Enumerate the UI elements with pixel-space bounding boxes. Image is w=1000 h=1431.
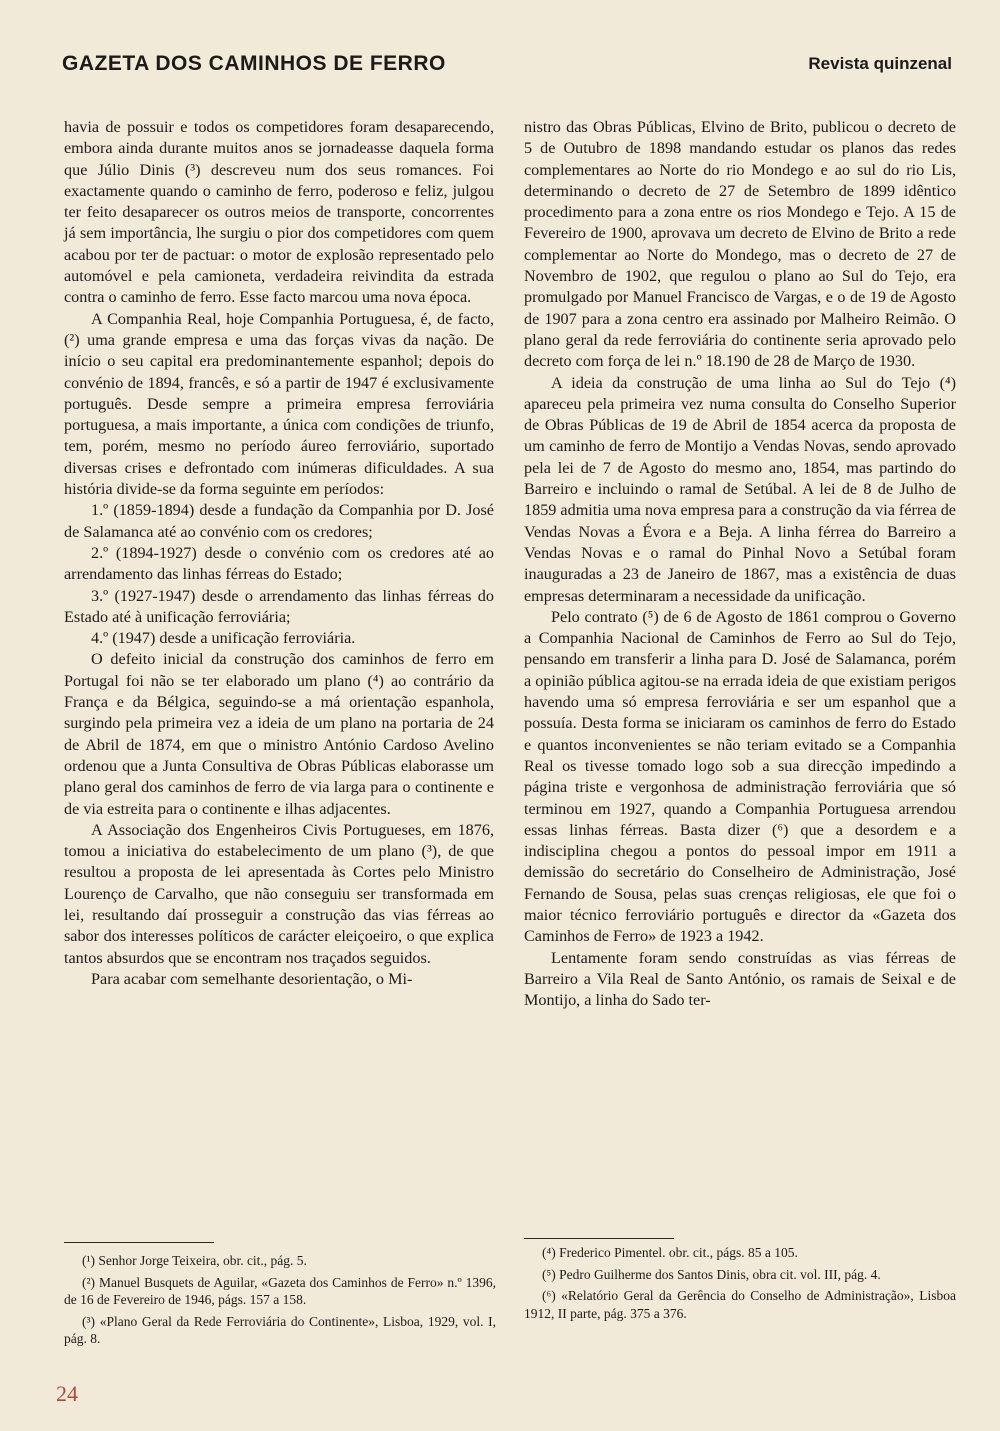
period-list-item: 1.º (1859-1894) desde a fundação da Companhia por D. José de Salamanca até ao convénio com os credores; [64,501,494,541]
paragraph: A ideia da construção de uma linha ao Sul do Tejo (⁴) apareceu pela primeira vez numa consulta do Conselho Superior de Obras Públicas de 19 de Abril de 1854 acerca da proposta de um caminho de ferro de Montijo a Vendas Novas, sendo aprovado pela lei de 7 de Agosto do mesmo ano, 1854, mas partindo do Barreiro e incluindo o ramal de Setúbal. A lei de 8 de Julho de 1859 admitia uma nova empresa para a construção da via férrea de Vendas Novas a Évora e a Beja. A linha férrea do Barreiro a Vendas Novas e o ramal do Pinhal Novo a Setúbal foram inauguradas a 23 de Janeiro de 1867, mas a existência de duas empresas determinaram a necessidade da unificação. [524,373,956,605]
paragraph: Para acabar com semelhante desorientação, o Mi- [91,969,413,988]
journal-subtitle: Revista quinzenal [808,54,952,73]
period-list-item: 2.º (1894-1927) desde o convénio com os credores até ao arrendamento das linhas férreas do Estado; [64,543,494,584]
left-column [64,117,494,990]
paragraph: Lentamente foram sendo construídas as vias férreas de Barreiro a Vila Real de Santo António, os ramais de Seixal e de Montijo, a linha do Sado ter- [524,948,956,1010]
paragraph: havia de possuir e todos os competidores foram desaparecendo, embora ainda durante muitos anos se jornadeasse daquela forma que Júlio Dinis (³) descreveu num dos seus romances. Foi exactamente quando o caminho de ferro, poderoso e feliz, julgou ter feito desaparecer os outros meios de transporte, concorrentes já sem importância, lhe surgiu o pior dos competidores com quem acabou por ter de pactuar: o motor de explosão representado pelo automóvel e pela camioneta, verdadeira reivindita da estrada contra o caminho de ferro. Esse facto marcou uma nova época. [64,118,494,307]
paragraph: nistro das Obras Públicas, Elvino de Brito, publicou o decreto de 5 de Outubro de 1898 mandando estudar os planos das redes complementares ao Norte do rio Mondego e ao sul do rio Lis, determinando o decreto de 27 de Setembro de 1899 idêntico procedimento para a zona entre os rios Mondego e Tejo. A 15 de Fevereiro de 1900, aprovava um decreto de Elvino de Brito a rede complementar ao Norte do Mondego, mas o decreto de 27 de Novembro de 1902, que regulou o plano ao Sul do Tejo, era promulgado por Manuel Francisco de Vargas, e o de 19 de Agosto de 1907 para a zona centro era assinado por Malheiro Reimão. O plano geral da rede ferroviária do continente seria aprovado pelo decreto com força de lei n.º 18.190 de 28 de Março de 1930. [524,118,956,371]
running-header [62,52,952,82]
paragraph: Pelo contrato (⁵) de 6 de Agosto de 1861 comprou o Governo a Companhia Nacional de Caminhos de Ferro ao Sul do Tejo, pensando em transferir a linha para D. José de Salamanca, porém a opinião pública agitou-se na errada ideia de que existiam perigos havendo uma só empresa ferroviária e ser um espanhol que a possuía. Desta forma se iniciaram os caminhos de ferro do Estado e quantos inconvenientes se não teriam evitado se a Companhia Real os tivesse tomado logo sob a sua direcção impedindo a página triste e vergonhosa de administração ferroviária que só terminou em 1927, quando a Companhia Portuguesa arrendou essas linhas férreas. Basta dizer (⁶) que a desordem e a indisciplina chegou a pontos do pessoal impor em 1911 a demissão do secretário do Conselheiro de Administração, José Fernando de Sousa, pelas suas crenças religiosas, ele que foi o maior técnico ferroviário português e director da «Gazeta dos Caminhos de Ferro» de 1923 a 1942. [524,607,956,946]
footnote: (⁵) Pedro Guilherme dos Santos Dinis, obra cit. vol. III, pág. 4. [542,1266,881,1282]
footnote: (³) «Plano Geral da Rede Ferroviária do Continente», Lisboa, 1929, vol. I, pág. 8. [64,1313,496,1346]
journal-title: GAZETA DOS CAMINHOS DE FERRO [62,52,446,75]
footnote: (⁴) Frederico Pimentel. obr. cit., págs. 85 a 105. [542,1245,798,1260]
period-list-item: 3.º (1927-1947) desde o arrendamento das linhas férreas do Estado até à unificação ferroviária; [64,586,494,626]
paragraph: A Companhia Real, hoje Companhia Portuguesa, é, de facto, (²) uma grande empresa e uma das forças vivas da nação. De início o seu capital era predominantemente espanhol; depois do convénio de 1894, francês, e só a partir de 1947 é exclusivamente português. Desde sempre a primeira empresa ferroviária portuguesa, a mais importante, a única com condições de triunfo, tem, porém, mesmo no período áureo ferroviário, suportado diversas crises e defrontado com inúmeras dificuldades. A sua história divide-se da forma seguinte em períodos: [64,309,494,499]
page-number: 24 [56,1381,78,1406]
footnotes-right [524,1244,956,1326]
period-list-item: 4.º (1947) desde a unificação ferroviária. [91,629,356,648]
footnote: (²) Manuel Busquets de Aguilar, «Gazeta dos Caminhos de Ferro» n.º 1396, de 16 de Fevereiro de 1946, págs. 157 a 158. [64,1274,496,1307]
paragraph: A Associação dos Engenheiros Civis Portugueses, em 1876, tomou a iniciativa do estabelecimento de um plano (³), de que resultou a proposta de lei apresentada às Cortes pelo Ministro Lourenço de Carvalho, que não conseguiu ser transformada em lei, resultando daí prosseguir a construção das vias férreas ao sabor dos interesses políticos de carácter eleiçoeiro, o que explica tantos absurdos que se encontram nos traçados seguidos. [64,820,494,967]
footnote: (⁶) «Relatório Geral da Gerência do Conselho de Administração», Lisboa 1912, II parte, pág. 375 a 376. [524,1288,956,1321]
footnote-rule [524,1238,674,1239]
paragraph: O defeito inicial da construção dos caminhos de ferro em Portugal foi não se ter elaborado um plano (⁴) ao contrário da França e da Bélgica, seguindo-se a má orientação espanhola, surgindo pela primeira vez a ideia de um plano na portaria de 24 de Abril de 1874, em que o ministro António Cardoso Avelino ordenou que a Junta Consultiva de Obras Públicas elaborasse um plano geral dos caminhos de ferro de via larga para o continente e de via estreita para o continente e ilhas adjacentes. [64,650,494,818]
footnote-rule [64,1242,214,1243]
right-column [524,117,956,1011]
footnote: (¹) Senhor Jorge Teixeira, obr. cit., pág. 5. [82,1253,307,1268]
footnotes-left [64,1252,496,1352]
